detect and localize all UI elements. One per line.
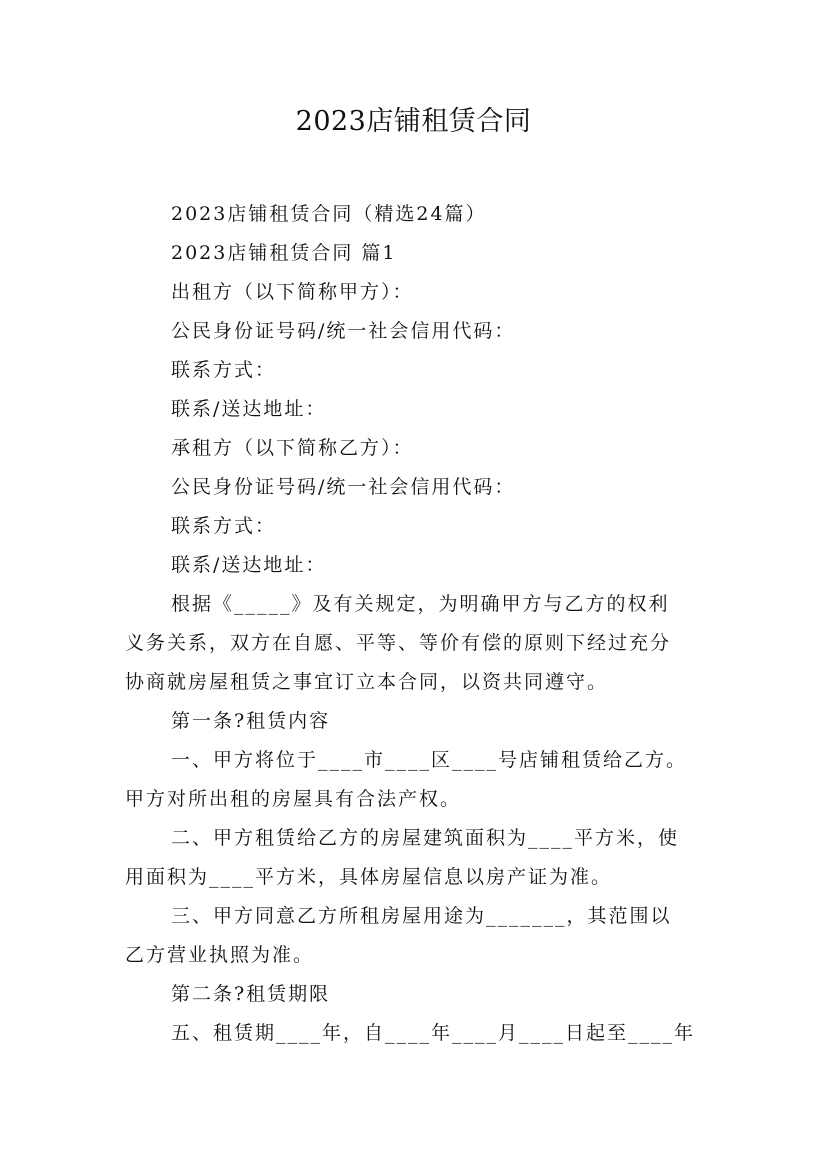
text-line: 二、甲方租赁给乙方的房屋建筑面积为____平方米，使 xyxy=(171,827,680,849)
document-title: 2023店铺租赁合同 xyxy=(295,106,532,137)
text-line: 公民身份证号码/统一社会信用代码： xyxy=(171,476,516,498)
text-line: 三、甲方同意乙方所租房屋用途为_______，其范围以 xyxy=(171,905,672,927)
text-line: 承租方（以下简称乙方）： xyxy=(171,437,414,459)
text-line: 协商就房屋租赁之事宜订立本合同，以资共同遵守。 xyxy=(125,671,609,693)
text-line: 公民身份证号码/统一社会信用代码： xyxy=(171,320,516,342)
text-line: 五、租赁期____年，自____年____月____日起至____年 xyxy=(171,1022,696,1044)
section-heading: 第二条?租赁期限 xyxy=(171,983,331,1005)
text-line: 联系方式： xyxy=(171,515,277,537)
text-line: 2023店铺租赁合同 篇1 xyxy=(171,242,397,264)
text-line: 用面积为____平方米，具体房屋信息以房产证为准。 xyxy=(125,866,613,888)
text-line: 联系/送达地址： xyxy=(171,554,327,576)
text-line: 甲方对所出租的房屋具有合法产权。 xyxy=(125,788,462,810)
text-line: 一、甲方将位于____市____区____号店铺租赁给乙方。 xyxy=(171,749,688,771)
text-line: 义务关系，双方在自愿、平等、等价有偿的原则下经过充分 xyxy=(125,632,672,654)
text-line: 乙方营业执照为准。 xyxy=(125,944,315,966)
text-line: 联系/送达地址： xyxy=(171,398,327,420)
text-line: 2023店铺租赁合同（精选24篇） xyxy=(171,203,487,225)
text-line: 出租方（以下简称甲方）： xyxy=(171,281,414,303)
text-line: 根据《_____》及有关规定，为明确甲方与乙方的权利 xyxy=(171,593,670,615)
document-body xyxy=(125,195,710,1053)
section-heading: 第一条?租赁内容 xyxy=(171,710,331,732)
text-line: 联系方式： xyxy=(171,359,277,381)
